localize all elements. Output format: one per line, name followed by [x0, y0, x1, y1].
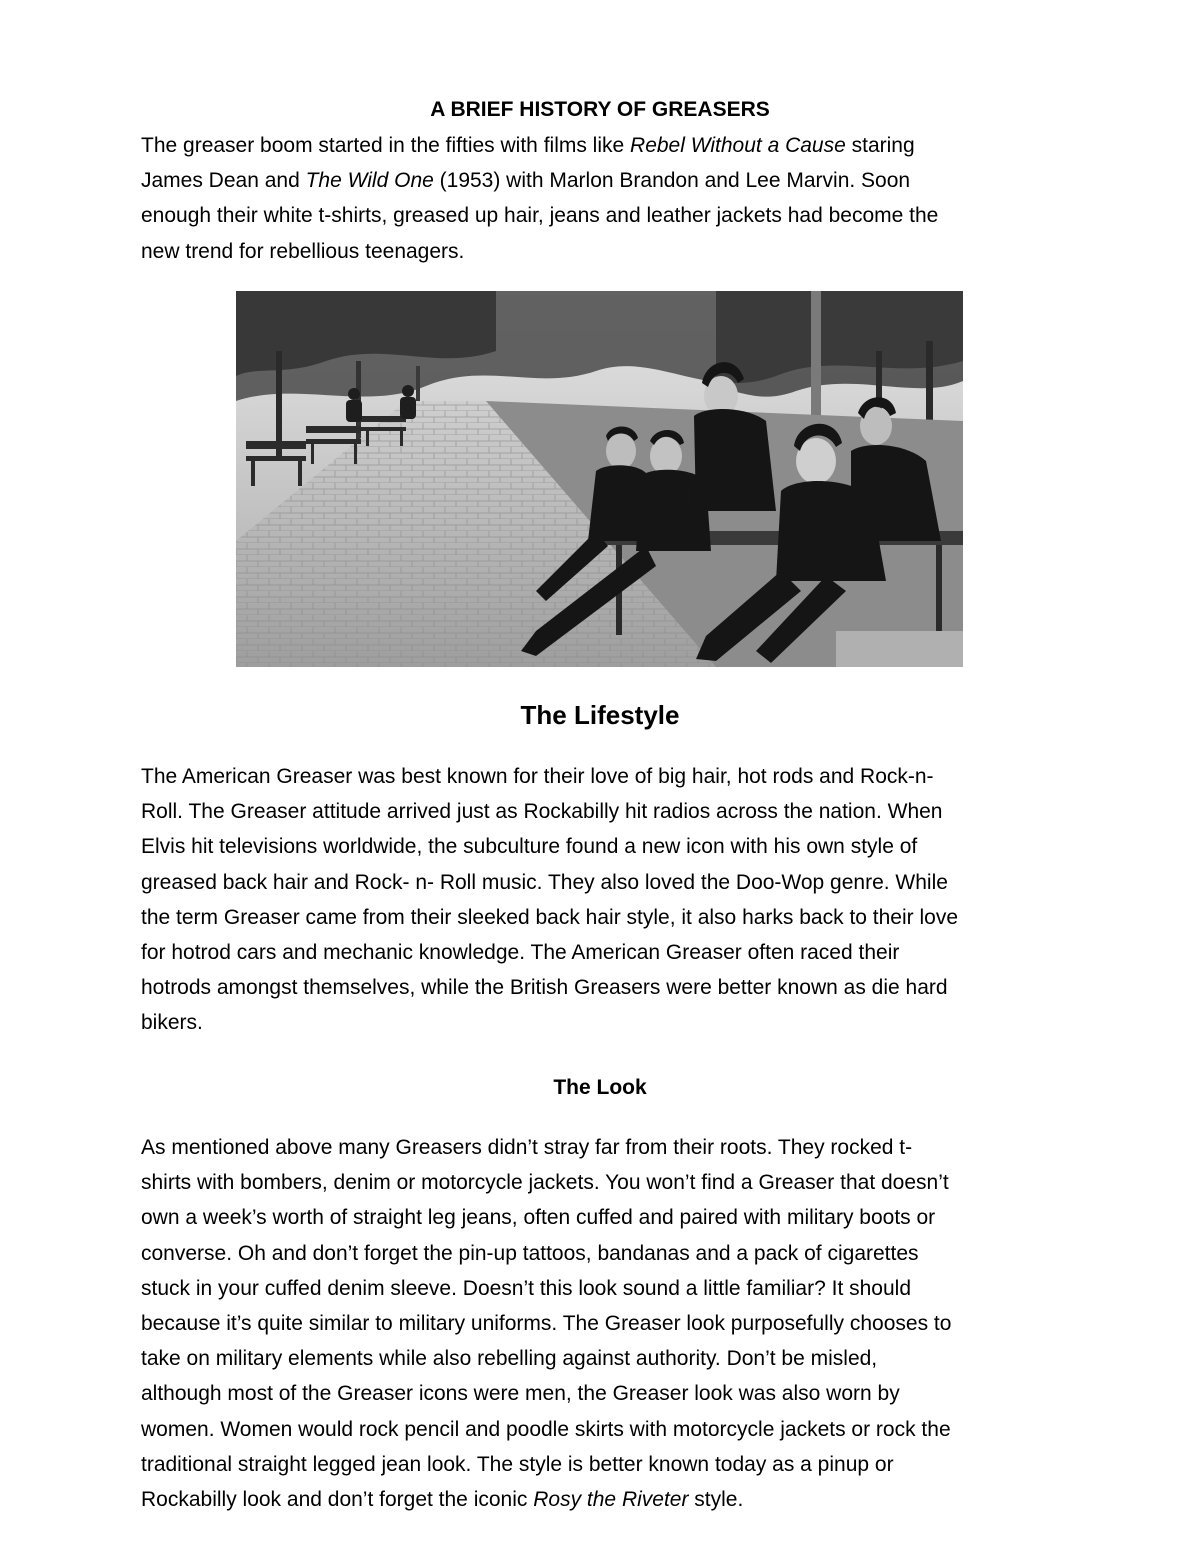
intro-line: James Dean and The Wild One (1953) with Marlon Brandon and Lee Marvin. Soon — [141, 169, 911, 193]
lifestyle-paragraph — [141, 759, 1081, 1041]
photo-greasers-park-bench-icon — [236, 291, 963, 667]
look-line: stuck in your cuffed denim sleeve. Doesn’t this look sound a little familiar? It should — [141, 1276, 912, 1300]
greasers-photo — [236, 291, 963, 667]
document-title: A BRIEF HISTORY OF GREASERS — [430, 98, 770, 121]
lifestyle-line: Roll. The Greaser attitude arrived just as Rockabilly hit radios across the nation. When — [141, 800, 943, 824]
film-title: Rebel Without a Cause — [630, 134, 846, 157]
look-heading: The Look — [553, 1076, 647, 1099]
lifestyle-line: Elvis hit televisions worldwide, the subculture found a new icon with his own style of — [141, 835, 918, 859]
look-line: shirts with bombers, denim or motorcycle jackets. You won’t find a Greaser that doesn’t — [141, 1171, 949, 1195]
intro-line: enough their white t-shirts, greased up hair, jeans and leather jackets had become the — [141, 204, 939, 228]
lifestyle-line: for hotrod cars and mechanic knowledge. The American Greaser often raced their — [141, 941, 900, 965]
look-line: because it’s quite similar to military uniforms. The Greaser look purposefully chooses to — [141, 1312, 952, 1336]
look-paragraph — [141, 1130, 1081, 1517]
look-line: although most of the Greaser icons were men, the Greaser look was also worn by — [141, 1382, 900, 1406]
look-line: traditional straight legged jean look. The style is better known today as a pinup or — [141, 1452, 894, 1476]
lifestyle-line: bikers. — [141, 1011, 203, 1035]
intro-paragraph — [141, 128, 1081, 269]
lifestyle-line: the term Greaser came from their sleeked back hair style, it also harks back to their love — [141, 905, 959, 929]
intro-line: The greaser boom started in the fifties with films like Rebel Without a Cause staring — [141, 134, 915, 157]
film-title: The Wild One — [305, 169, 434, 193]
lifestyle-line: greased back hair and Rock- n- Roll music. They also loved the Doo-Wop genre. While — [141, 870, 948, 894]
style-reference: Rosy the Riveter — [533, 1488, 689, 1512]
look-line: take on military elements while also rebelling against authority. Don’t be misled, — [141, 1347, 878, 1371]
lifestyle-heading: The Lifestyle — [520, 700, 680, 730]
look-line: own a week’s worth of straight leg jeans, often cuffed and paired with military boots or — [141, 1206, 936, 1230]
look-line: As mentioned above many Greasers didn’t stray far from their roots. They rocked t- — [141, 1136, 913, 1159]
lifestyle-line: hotrods amongst themselves, while the British Greasers were better known as die hard — [141, 976, 948, 1000]
look-line: converse. Oh and don’t forget the pin-up tattoos, bandanas and a pack of cigarettes — [141, 1241, 919, 1265]
intro-line: new trend for rebellious teenagers. — [141, 239, 465, 263]
look-line: women. Women would rock pencil and poodle skirts with motorcycle jackets or rock the — [141, 1417, 951, 1441]
look-line: Rockabilly look and don’t forget the iconic Rosy the Riveter style. — [141, 1488, 744, 1512]
lifestyle-line: The American Greaser was best known for their love of big hair, hot rods and Rock-n- — [141, 765, 934, 788]
